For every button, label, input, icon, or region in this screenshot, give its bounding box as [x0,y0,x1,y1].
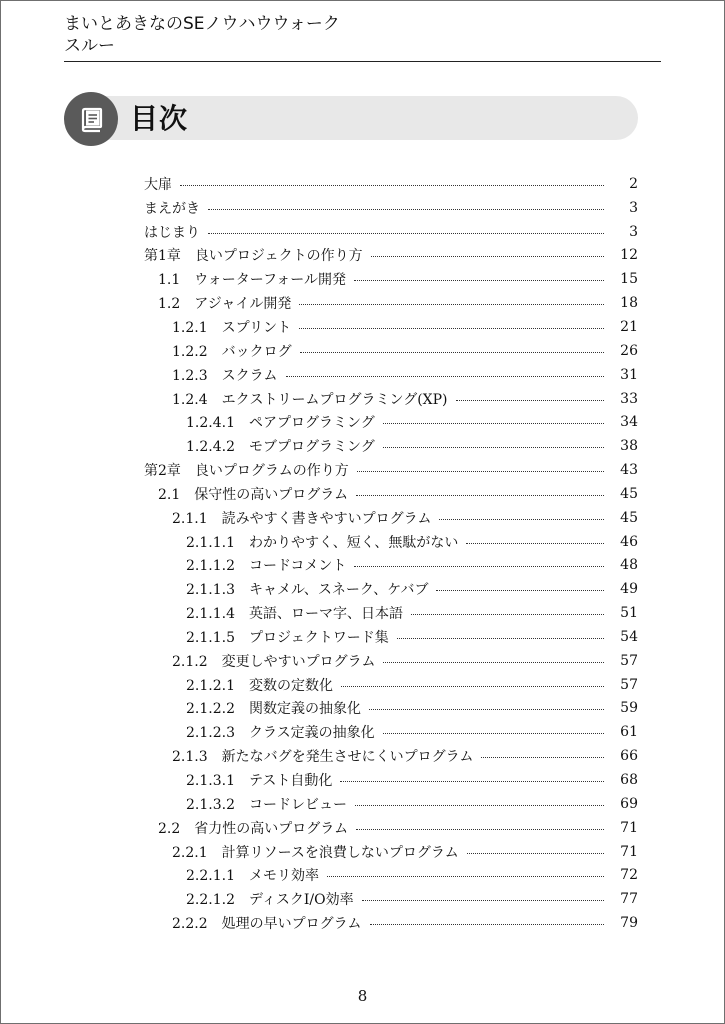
toc-dot-leader [371,256,604,257]
book-icon [64,92,118,146]
toc-entry-label [186,770,340,790]
toc-entry-number: 2.1.2.2 [186,701,235,718]
toc-entry-title: アジャイル開発 [194,296,292,313]
toc-entry-page: 57 [620,676,638,693]
toc-entry-page: 34 [620,414,638,431]
toc-entry-number: 1.2.4.1 [186,415,235,432]
toc-entry-page: 72 [620,867,638,884]
toc-entry-title: バックログ [221,343,292,360]
toc-entry[interactable] [0,434,725,458]
toc-entry[interactable] [0,840,725,864]
toc-dot-leader [467,853,604,854]
toc-entry-title: 良いプログラムの作り方 [194,463,349,480]
toc-entry[interactable] [0,816,725,840]
toc-entry-title: スクラム [221,367,278,384]
toc-entry[interactable] [0,244,725,268]
toc-dot-leader [340,781,604,782]
toc-entry-title: 変数の定数化 [248,677,333,694]
toc-entry-page: 71 [620,819,638,836]
toc-entry-title: キャメル、スネーク、ケバブ [248,582,429,599]
toc-entry-label [172,842,467,862]
toc-entry-label [186,579,436,599]
toc-entry-title: 関数定義の抽象化 [248,701,361,718]
toc-entry[interactable] [0,410,725,434]
toc-entry-page: 3 [629,223,638,240]
toc-entry-label [172,651,383,671]
toc-entry-page: 33 [620,390,638,407]
toc-entry[interactable] [0,649,725,673]
toc-entry-page: 61 [620,724,638,741]
toc-entry-label [186,794,355,814]
toc-entry-page: 15 [620,271,638,288]
toc-entry-number: 2.1.1 [172,510,208,527]
toc-entry-number: 1.2 [158,296,181,313]
toc-dot-leader [369,709,604,710]
toc-entry-title: メモリ効率 [248,868,319,885]
toc-entry[interactable] [0,697,725,721]
toc-entry-number: 1.2.3 [172,367,208,384]
toc-entry-label [186,436,383,456]
toc-entry-number: 2.2 [158,820,181,837]
toc-entry-page: 26 [620,342,638,359]
toc-entry-page: 38 [620,438,638,455]
running-header [64,13,661,57]
toc-entry[interactable] [0,291,725,315]
toc-entry-number: 2.2.2 [172,916,208,933]
toc-entry-title: 保守性の高いプログラム [194,486,349,503]
toc-entry-number: 1.1 [158,272,181,289]
toc-dot-leader [299,304,604,305]
page-number: 8 [357,987,368,1005]
toc-entry-page: 57 [620,652,638,669]
toc-entry-page: 77 [620,891,638,908]
toc-entry-title: 良いプロジェクトの作り方 [194,248,363,265]
toc-entry[interactable] [0,911,725,935]
toc-entry-label [186,627,397,647]
toc-dot-leader [208,233,604,234]
toc-entry-title: コードレビュー [248,796,347,813]
toc-entry-label [158,293,299,313]
toc-entry-page: 12 [620,247,638,264]
toc-dot-leader [357,471,604,472]
toc-entry-label [186,889,362,909]
toc-entry-page: 48 [620,557,638,574]
toc-dot-leader [180,185,604,186]
toc-dot-leader [327,876,604,877]
toc-entry-title: スプリント [221,319,292,336]
toc-entry-label [144,222,208,242]
toc-entry[interactable] [0,720,725,744]
toc-entry-title: 変更しやすいプログラム [221,653,376,670]
toc-entry-label [172,913,370,933]
toc-entry-number: 2.1.3 [172,749,208,766]
toc-entry-number: 2.1.1.5 [186,629,235,646]
toc-entry-number: 2.1.3.2 [186,796,235,813]
toc-entry[interactable] [0,625,725,649]
toc-entry[interactable] [0,387,725,411]
running-header-line-2: スルー [64,36,115,56]
toc-dot-leader [355,805,604,806]
toc-entry-label [186,412,383,432]
toc-entry-label [144,460,357,480]
toc-dot-leader [397,638,604,639]
toc-entry-title: コードコメント [248,558,347,575]
toc-entry-number: 1.2.2 [172,343,208,360]
toc-title: 目次 [130,102,189,135]
toc-dot-leader [208,209,604,210]
toc-entry-number: 2.1.1.4 [186,606,235,623]
toc-entry[interactable] [0,768,725,792]
toc-dot-leader [299,328,604,329]
toc-entry-label [144,174,180,194]
toc-entry-number: 2.2.1.2 [186,892,235,909]
toc-entry-page: 2 [629,175,638,192]
toc-entry[interactable] [0,792,725,816]
toc-entry-label [186,555,354,575]
toc-entry-number: 2.1.1.2 [186,558,235,575]
toc-entry-label [172,317,299,337]
toc-entry-number: 1.2.4 [172,391,208,408]
toc-entry-label [186,603,411,623]
toc-entry-title: わかりやすく、短く、無駄がない [248,534,459,551]
toc-entry-number: 2.2.1.1 [186,868,235,885]
toc-dot-leader [383,662,604,663]
toc-entry-label [158,818,356,838]
toc-dot-leader [481,757,604,758]
toc-dot-leader [383,423,604,424]
toc-entry-page: 18 [620,295,638,312]
toc-entry[interactable] [0,482,725,506]
toc-entry[interactable] [0,315,725,339]
toc-dot-leader [466,543,604,544]
toc-entry-page: 45 [620,509,638,526]
toc-dot-leader [436,590,604,591]
toc-entry-label [172,365,286,385]
toc-entry[interactable] [0,458,725,482]
toc-entry-label [158,484,356,504]
toc-dot-leader [356,829,604,830]
toc-entry-label [144,245,371,265]
toc-dot-leader [354,566,604,567]
toc-entry[interactable] [0,267,725,291]
toc-entry-label [186,722,383,742]
toc-entry[interactable] [0,863,725,887]
toc-dot-leader [370,924,605,925]
toc-entry-title: ウォーターフォール開発 [194,272,347,289]
toc-entry-title: 英語、ローマ字、日本語 [248,606,403,623]
toc-entry-page: 51 [620,605,638,622]
toc-entry-page: 45 [620,485,638,502]
book-icon-svg [76,104,106,134]
toc-entry-number: 2.1.1.1 [186,534,235,551]
toc-entry-title: 新たなバグを発生させにくいプログラム [221,749,474,766]
toc-entry-title: 省力性の高いプログラム [194,820,349,837]
toc-entry-title: 大扉 [144,176,172,193]
running-header-line-1: まいとあきなのSEノウハウウォーク [64,14,340,34]
toc-entry-label [186,532,466,552]
toc-entry-number: 2.1.3.1 [186,773,235,790]
toc-entry-title: 計算リソースを浪費しないプログラム [221,844,459,861]
toc-entry-title: まえがき [144,200,200,217]
toc-dot-leader [341,686,604,687]
toc-entry-number: 2.1.2 [172,653,208,670]
toc-entry-number: 1.2.1 [172,319,208,336]
toc-entry[interactable] [0,172,725,196]
toc-entry-title: テスト自動化 [248,773,333,790]
toc-entry[interactable] [0,530,725,554]
toc-entry[interactable] [0,601,725,625]
toc-entry-label [158,269,354,289]
toc-entry-label [186,675,341,695]
toc-entry-number: 2.1.2.1 [186,677,235,694]
toc-entry-label [172,746,481,766]
toc-dot-leader [383,447,604,448]
toc-entry[interactable] [0,220,725,244]
toc-entry-number: 第1章 [144,248,181,265]
toc-entry-number: 2.2.1 [172,844,208,861]
toc-entry-title: 読みやすく書きやすいプログラム [221,510,432,527]
toc-entry-page: 21 [620,318,638,335]
toc-entry-page: 79 [620,915,638,932]
toc-dot-leader [411,614,604,615]
toc-entry-title: プロジェクトワード集 [248,629,389,646]
toc-dot-leader [286,376,605,377]
toc-entry[interactable] [0,363,725,387]
toc-entry[interactable] [0,673,725,697]
toc-entry-page: 71 [620,843,638,860]
toc-dot-leader [356,495,604,496]
toc-entry-label [186,865,327,885]
toc-entry-page: 66 [620,748,638,765]
toc-entry[interactable] [0,196,725,220]
toc-entry-title: クラス定義の抽象化 [248,725,375,742]
toc-entry[interactable] [0,577,725,601]
toc-entry[interactable] [0,554,725,578]
toc-entry-page: 46 [620,533,638,550]
toc-entry-page: 3 [629,199,638,216]
toc-entry-page: 69 [620,795,638,812]
toc-entry-number: 2.1.2.3 [186,725,235,742]
toc-entry-number: 2.1.1.3 [186,582,235,599]
toc-entry-title: ペアプログラミング [248,415,375,432]
table-of-contents [0,172,725,935]
toc-entry-title: モブプログラミング [248,439,375,456]
toc-entry-title: はじまり [144,224,200,241]
toc-entry-page: 49 [620,581,638,598]
toc-dot-leader [439,519,604,520]
toc-entry-label [186,698,369,718]
toc-entry[interactable] [0,506,725,530]
toc-entry-page: 31 [620,366,638,383]
toc-entry-label [144,198,208,218]
toc-dot-leader [362,900,604,901]
toc-entry-number: 第2章 [144,463,181,480]
toc-entry-page: 68 [620,772,638,789]
toc-entry-label [172,389,456,409]
toc-dot-leader [383,733,604,734]
toc-entry-title: 処理の早いプログラム [221,916,362,933]
toc-entry[interactable] [0,744,725,768]
toc-entry-title: ディスクI/O効率 [248,892,354,909]
toc-dot-leader [300,352,604,353]
toc-entry-page: 43 [620,462,638,479]
toc-entry-page: 59 [620,700,638,717]
toc-dot-leader [354,280,604,281]
toc-entry-number: 2.1 [158,486,181,503]
toc-entry-page: 54 [620,628,638,645]
toc-entry[interactable] [0,339,725,363]
toc-entry-title: エクストリームプログラミング(XP) [221,391,448,408]
toc-entry[interactable] [0,887,725,911]
toc-entry-label [172,508,439,528]
header-rule [64,61,661,62]
toc-dot-leader [456,400,604,401]
toc-entry-label [172,341,300,361]
toc-entry-number: 1.2.4.2 [186,439,235,456]
